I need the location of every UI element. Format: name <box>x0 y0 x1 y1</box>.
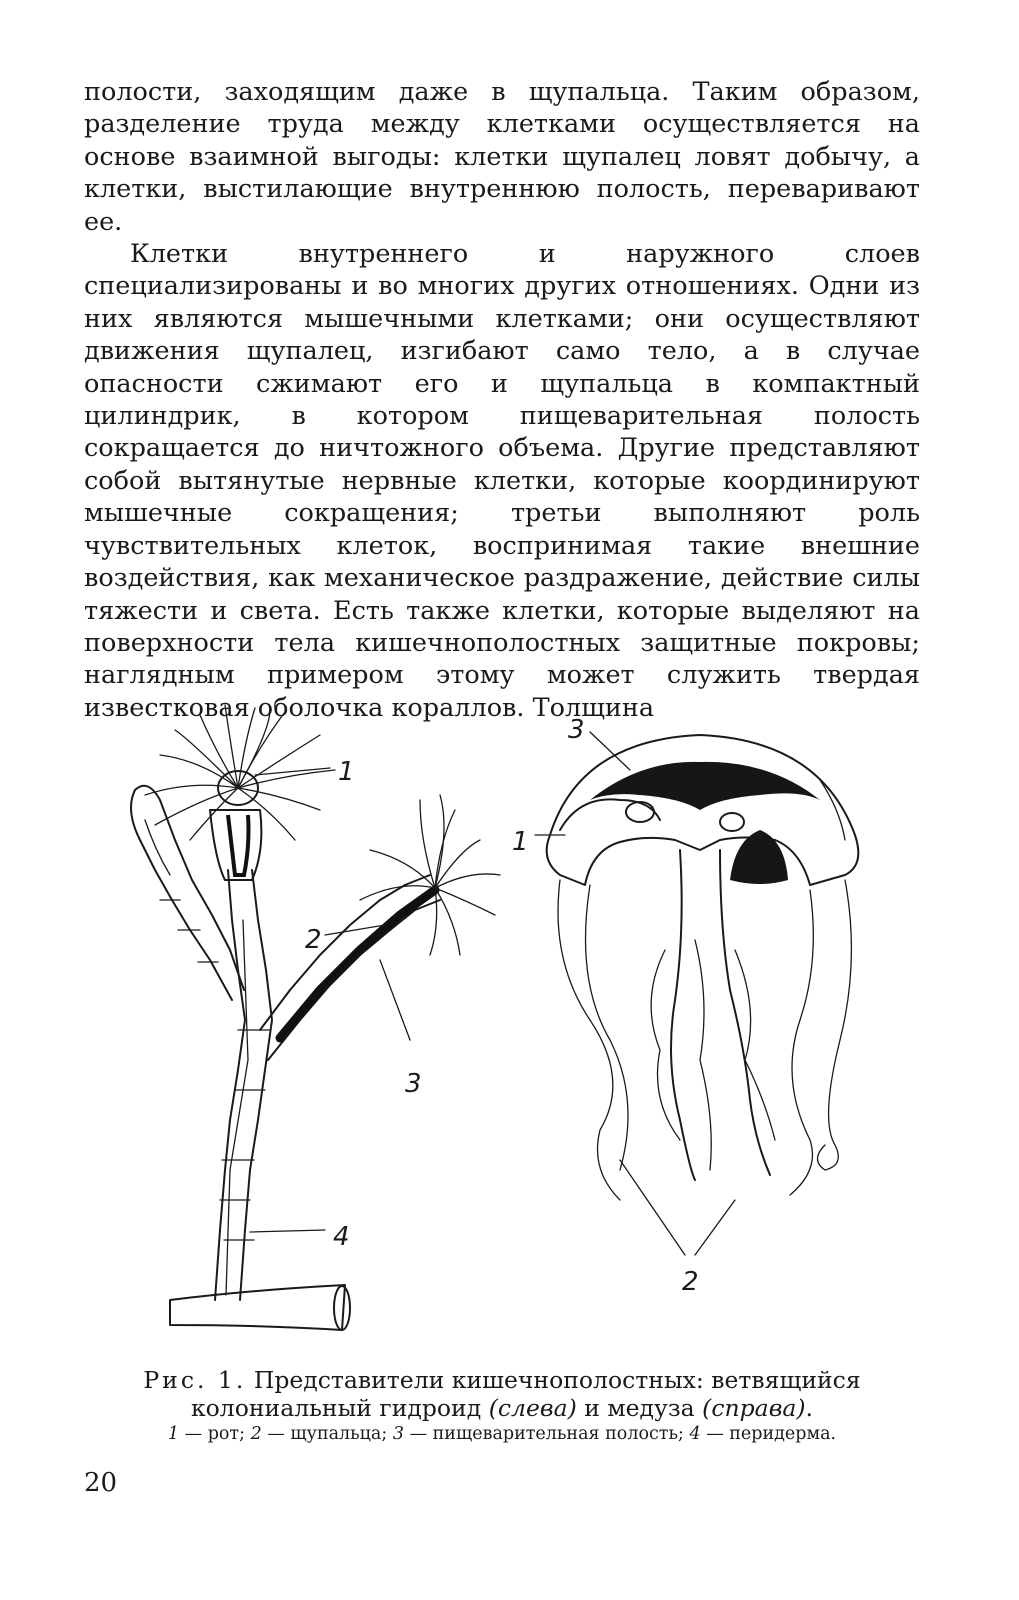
medusa-drawing <box>512 715 858 1297</box>
legend-num: 4 <box>689 1424 701 1444</box>
body-text <box>84 76 920 724</box>
hydroid-label-periderm: 4 <box>333 1222 350 1252</box>
caption-conj: и медуза <box>584 1394 695 1422</box>
caption-figure-label: Рис. 1. <box>143 1366 247 1394</box>
legend-text: — перидерма. <box>706 1424 837 1444</box>
figure-illustration <box>120 700 920 1350</box>
medusa-label-mouth: 1 <box>512 827 529 857</box>
caption-left-note: (слева) <box>488 1394 577 1422</box>
paragraph-2: Клетки внутреннего и наружного слоев специализированы и во многих других отношениях. Одни из них являются мышечными клетками; они осуществляют движения щупалец, изгибают само тело, а в случае опасности сжимают его и щупальца в компактный цилиндрик, в котором пищеварительная полость сокращается до ничтожного объема. Другие представляют собой вытянутые нервные клетки, которые координируют мышечные сокращения; третьи выполняют роль чувствительных клеток, воспринимая такие внешние воздействия, как механическое раздражение, действие силы тяжести и света. Есть также клетки, которые выделяют на поверхности тела кишечнополостных защитные покровы; наглядным примером этому может служить твердая известковая оболочка кораллов. Толщина <box>84 239 920 723</box>
legend-num: 3 <box>392 1424 404 1444</box>
caption-right-note: (справа) <box>702 1394 806 1422</box>
legend-num: 2 <box>250 1424 262 1444</box>
page-number: 20 <box>84 1468 118 1498</box>
legend-text: — рот; <box>184 1424 246 1444</box>
figure-caption <box>84 1366 920 1422</box>
hydroid-label-cavity: 3 <box>405 1069 422 1099</box>
medusa-label-tentacles: 2 <box>682 1267 699 1297</box>
legend-text: — пищеварительная полость; <box>409 1424 684 1444</box>
caption-end: . <box>805 1394 814 1422</box>
hydroid-drawing <box>131 705 500 1330</box>
hydroid-label-mouth: 1 <box>338 757 355 787</box>
paragraph-1: полости, заходящим даже в щупальца. Таким образом, разделение труда между клетками осуществляется на основе взаимной выгоды: клетки щупалец ловят добычу, а клетки, выстилающие внутреннюю полость, переваривают ее. <box>84 77 920 237</box>
caption-text: Представители кишечнополостных: ветвящийся колониальный гидроид <box>190 1366 861 1422</box>
figure-1 <box>120 700 920 1350</box>
figure-legend <box>84 1423 920 1445</box>
medusa-label-cavity: 3 <box>568 715 585 745</box>
legend-num: 1 <box>167 1424 180 1444</box>
hydroid-label-tentacles: 2 <box>305 925 322 955</box>
legend-text: — щупальца; <box>267 1424 388 1444</box>
